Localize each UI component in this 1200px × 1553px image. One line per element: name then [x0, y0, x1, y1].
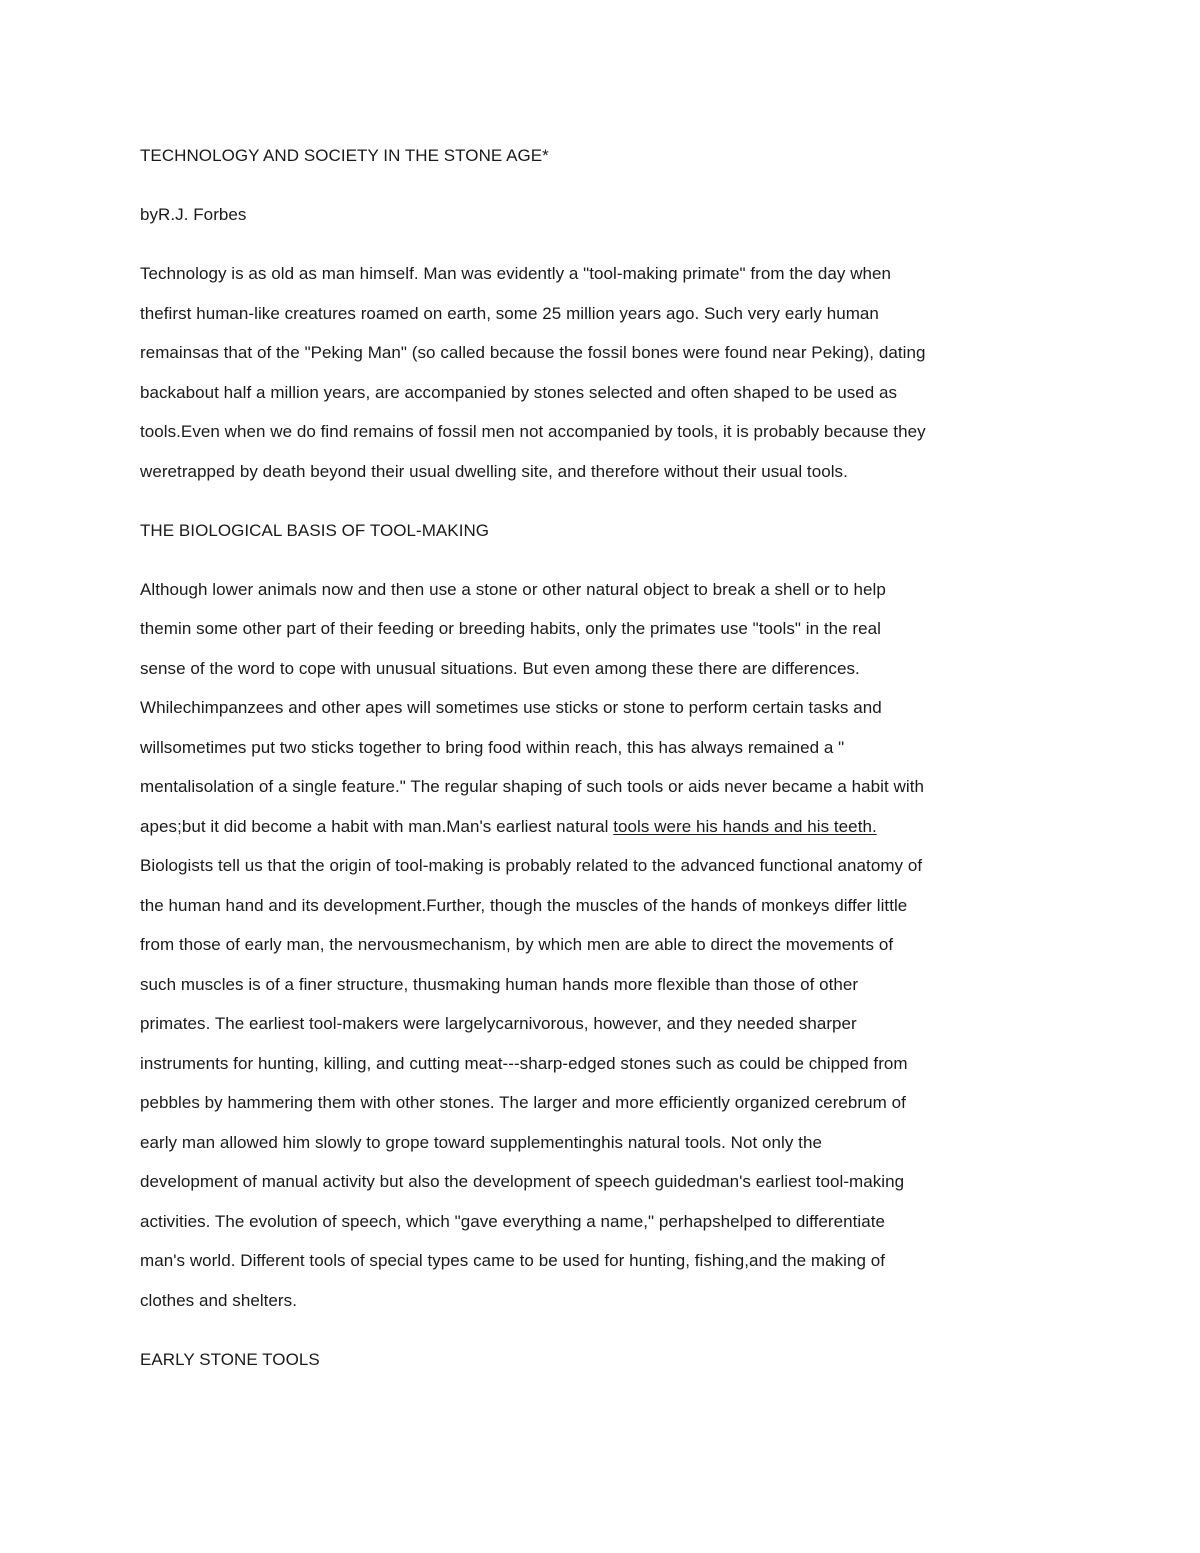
paragraph-line: backabout half a million years, are accompanied by stones selected and often shaped to be used as — [140, 383, 898, 402]
section-heading: THE BIOLOGICAL BASIS OF TOOL-MAKING — [140, 521, 490, 540]
paragraph-line: mentalisolation of a single feature." The regular shaping of such tools or aids never became a habit with — [140, 777, 924, 796]
paragraph-line: man's world. Different tools of special types came to be used for hunting, fishing,and the making of — [140, 1251, 886, 1270]
paragraph-line: the human hand and its development.Further, though the muscles of the hands of monkeys differ little — [140, 896, 908, 915]
paragraph-line: sense of the word to cope with unusual situations. But even among these there are differences. — [140, 659, 860, 678]
paragraph-line: Technology is as old as man himself. Man was evidently a "tool-making primate" from the day when — [140, 264, 892, 283]
paragraph-line: early man allowed him slowly to grope toward supplementinghis natural tools. Not only the — [140, 1133, 822, 1152]
paragraph-line: primates. The earliest tool-makers were largelycarnivorous, however, and they needed sharper — [140, 1014, 857, 1033]
byline: byR.J. Forbes — [140, 205, 247, 224]
underlined-text: tools were his hands and his teeth. — [613, 817, 877, 836]
paragraph-line: instruments for hunting, killing, and cutting meat---sharp-edged stones such as could be chipped from — [140, 1054, 908, 1073]
paragraph-line: Although lower animals now and then use a stone or other natural object to break a shell or to help — [140, 580, 886, 599]
paragraph-line: Whilechimpanzees and other apes will sometimes use sticks or stone to perform certain tasks and — [140, 698, 882, 717]
document-title: TECHNOLOGY AND SOCIETY IN THE STONE AGE* — [140, 146, 549, 165]
paragraph-line: activities. The evolution of speech, which "gave everything a name," perhapshelped to differentiate — [140, 1212, 886, 1231]
paragraph-line: tools.Even when we do find remains of fossil men not accompanied by tools, it is probably because they — [140, 422, 926, 441]
paragraph-line: development of manual activity but also the development of speech guidedman's earliest tool-making — [140, 1172, 905, 1191]
paragraph-line: from those of early man, the nervousmechanism, by which men are able to direct the movements of — [140, 935, 894, 954]
paragraph-line: clothes and shelters. — [140, 1291, 297, 1310]
paragraph-line: pebbles by hammering them with other stones. The larger and more efficiently organized cerebrum of — [140, 1093, 906, 1112]
paragraph-line: such muscles is of a finer structure, thusmaking human hands more flexible than those of other — [140, 975, 859, 994]
paragraph-line: weretrapped by death beyond their usual dwelling site, and therefore without their usual tools. — [140, 462, 848, 481]
paragraph-line: remainsas that of the "Peking Man" (so called because the fossil bones were found near Peking), dating — [140, 343, 926, 362]
paragraph-line: Biologists tell us that the origin of tool-making is probably related to the advanced functional anatomy of — [140, 856, 923, 875]
paragraph-line — [140, 817, 877, 837]
section-heading: EARLY STONE TOOLS — [140, 1350, 320, 1369]
paragraph-line: thefirst human-like creatures roamed on earth, some 25 million years ago. Such very early human — [140, 304, 879, 323]
paragraph-line: themin some other part of their feeding or breeding habits, only the primates use "tools" in the real — [140, 619, 881, 638]
paragraph-line: willsometimes put two sticks together to bring food within reach, this has always remained a " — [140, 738, 845, 757]
paragraph-text: apes;but it did become a habit with man.Man's earliest natural — [140, 817, 614, 836]
